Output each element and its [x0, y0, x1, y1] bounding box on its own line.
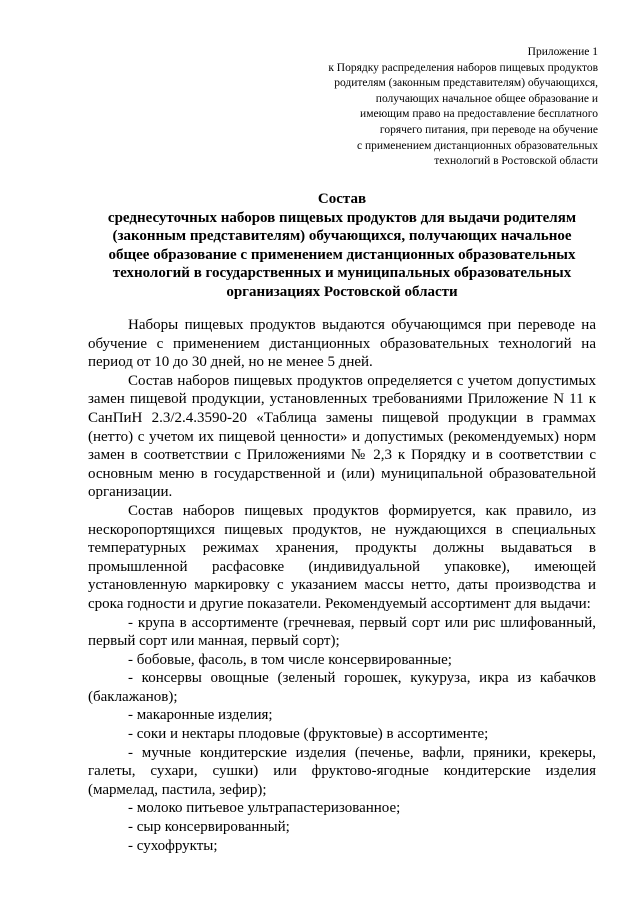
title-line: среднесуточных наборов пищевых продуктов для выдачи родителям [107, 209, 577, 226]
paragraph: Наборы пищевых продуктов выдаются обучающимся при переводе на обучение с применением дистанционных образовательных технологий на период от 10 до 30 дней, но не менее 5 дней. [88, 317, 596, 371]
title-line: технологий в государственных и муниципальных образовательных [112, 265, 572, 282]
appendix-line: к Порядку распределения наборов пищевых продуктов [328, 61, 598, 74]
appendix-line: имеющим право на предоставление бесплатного [360, 108, 598, 121]
list-item: - макаронные изделия; [128, 707, 273, 724]
list-item: - мучные кондитерские изделия (печенье, вафли, пряники, крекеры, галеты, сухари, сушки) или фруктово-ягодные кондитерские изделия (мармелад, пастила, зефир); [88, 744, 596, 798]
appendix-line: горячего питания, при переводе на обучение [379, 123, 598, 136]
appendix-line: Приложение 1 [527, 46, 598, 58]
document-body [88, 316, 596, 855]
appendix-line: получающих начальное общее образование и [375, 92, 598, 105]
list-item: - сухофрукты; [128, 837, 218, 854]
paragraph: Состав наборов пищевых продуктов формируется, как правило, из нескоропортящихся пищевых продуктов, не нуждающихся в специальных температурных режимах хранения, продукты должны выдаваться в промышленной расфасовке (индивидуальной упаковке), имеющей установленную маркировку с указанием массы нетто, даты производства и срока годности и другие показатели. Рекомендуемый ассортимент для выдачи: [88, 502, 596, 612]
list-item: - молоко питьевое ультрапастеризованное; [128, 800, 401, 817]
list-item: - соки и нектары плодовые (фруктовые) в ассортименте; [128, 726, 489, 743]
list-item: - сыр консервированный; [128, 819, 290, 836]
title-line: (законным представителям) обучающихся, получающих начальное [112, 228, 572, 245]
document-title [88, 190, 596, 302]
title-line: организациях Ростовской области [226, 283, 458, 300]
appendix-line: технологий в Ростовской области [434, 155, 598, 168]
paragraph: Состав наборов пищевых продуктов определяется с учетом допустимых замен пищевой продукции, установленных требованиями Приложение N 11 к СанПиН 2.3/2.4.3590-20 «Таблица замены пищевой продукции в граммах (нетто) с учетом их пищевой ценности» и допустимых (рекомендуемых) норм замен в соответствии с Приложениями № 2,3 к Порядку и в соответствии с основным меню в государственной и (или) муниципальной образовательной организации. [88, 372, 596, 501]
appendix-line: с применением дистанционных образовательных [356, 139, 598, 152]
appendix-header [268, 45, 598, 170]
title-line: общее образование с применением дистанционных образовательных [108, 246, 576, 263]
list-item: - крупа в ассортименте (гречневая, первый сорт или рис шлифованный, первый сорт или манная, первый сорт); [88, 614, 596, 650]
appendix-line: родителям (законным представителям) обучающихся, [334, 77, 598, 90]
title-heading: Состав [317, 191, 367, 207]
list-item: - консервы овощные (зеленый горошек, кукуруза, икра из кабачков (баклажанов); [88, 670, 596, 705]
list-item: - бобовые, фасоль, в том числе консервированные; [128, 651, 452, 668]
